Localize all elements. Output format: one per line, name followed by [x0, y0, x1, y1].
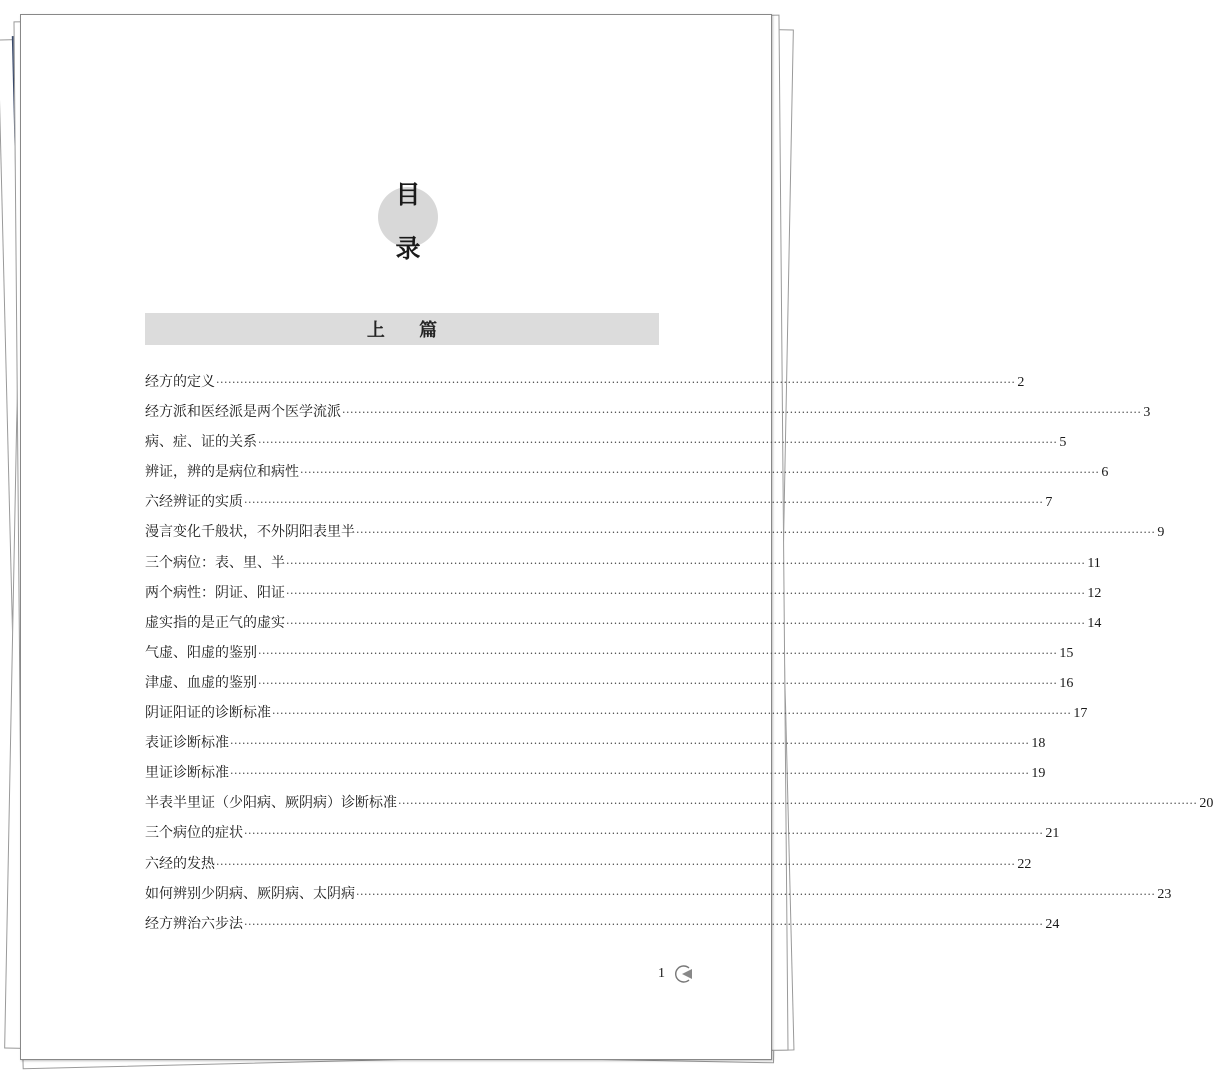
toc-leader-dots: ········································································································································································································ — [356, 887, 1156, 901]
toc-entry-page: 16 — [1059, 675, 1074, 691]
toc-entry[interactable] — [145, 578, 1102, 608]
toc-entry-page: 9 — [1157, 525, 1165, 541]
toc-entry[interactable] — [145, 548, 1101, 578]
toc-entry-title: 经方派和医经派是两个医学流派 — [145, 404, 341, 421]
toc-entry-page: 5 — [1059, 435, 1067, 451]
toc-page — [20, 14, 1213, 1060]
toc-entry-page: 11 — [1087, 555, 1101, 571]
toc-entry-page: 3 — [1143, 405, 1151, 421]
toc-entry-page: 15 — [1059, 645, 1074, 661]
toc-entry-title: 病、症、证的关系 — [145, 434, 257, 451]
part-heading-label: 上 篇 — [366, 320, 452, 341]
toc-entry-page: 21 — [1045, 826, 1060, 842]
toc-entry[interactable] — [145, 909, 1060, 939]
toc-leader-dots: ········································································································································································································ — [398, 797, 1198, 811]
toc-entry-page: 2 — [1017, 375, 1025, 390]
toc-entry[interactable] — [145, 397, 1151, 427]
toc-leader-dots: ········································································································································································································ — [258, 436, 1058, 450]
toc-entry-title: 经方的定义 — [145, 374, 215, 390]
toc-entry-page: 7 — [1045, 495, 1053, 511]
toc-leader-dots: ········································································································································································································ — [258, 676, 1058, 690]
toc-leader-dots: ········································································································································································································ — [230, 737, 1030, 751]
toc-entry[interactable] — [145, 758, 1046, 788]
toc-leader-dots: ········································································································································································································ — [244, 917, 1044, 931]
toc-entry-title: 三个病位的症状 — [145, 825, 243, 842]
toc-leader-dots: ········································································································································································································ — [356, 526, 1156, 540]
toc-entry-title: 气虚、阳虚的鉴别 — [145, 644, 257, 661]
toc-entry-page: 12 — [1087, 585, 1102, 601]
toc-entry-title: 阴证阳证的诊断标准 — [145, 705, 271, 722]
toc-entry-title: 三个病位：表、里、半 — [145, 554, 285, 571]
toc-entry-title: 六经的发热 — [145, 855, 215, 872]
toc-entry[interactable] — [145, 668, 1074, 698]
toc-entry-title: 虚实指的是正气的虚实 — [145, 614, 285, 631]
toc-entry[interactable] — [145, 367, 1025, 397]
toc-entry-title: 里证诊断标准 — [145, 765, 229, 782]
page-title — [376, 173, 440, 265]
toc-entry[interactable] — [145, 457, 1109, 487]
page-turn-arrow-icon — [673, 963, 695, 985]
page-title-char-2: 录 — [395, 234, 421, 263]
toc-entry-title: 两个病性：阴证、阳证 — [145, 584, 285, 601]
toc-entry[interactable] — [145, 818, 1060, 848]
toc-entry-title: 如何辨别少阴病、厥阴病、太阴病 — [145, 885, 355, 902]
toc-entry-page: 22 — [1017, 856, 1032, 872]
toc-entry[interactable] — [145, 728, 1046, 758]
toc-entry-title: 六经辨证的实质 — [145, 494, 243, 511]
toc-entry-page: 19 — [1031, 766, 1046, 782]
toc-leader-dots: ········································································································································································································ — [342, 406, 1142, 420]
toc-entry[interactable] — [145, 698, 1088, 728]
toc-leader-dots: ········································································································································································································ — [286, 586, 1086, 600]
toc-leader-dots: ········································································································································································································ — [286, 556, 1086, 570]
toc-entry-title: 经方辨治六步法 — [145, 915, 243, 932]
toc-entry-page: 18 — [1031, 736, 1046, 752]
toc-leader-dots: ········································································································································································································ — [216, 857, 1016, 871]
toc-entry[interactable] — [145, 879, 1172, 909]
toc-leader-dots: ········································································································································································································ — [244, 827, 1044, 841]
toc-entry-title: 半表半里证（少阳病、厥阴病）诊断标准 — [145, 795, 397, 812]
toc-entry[interactable] — [145, 608, 1102, 638]
toc-entry-page: 23 — [1157, 886, 1172, 902]
toc-entry[interactable] — [145, 788, 1213, 818]
toc-entry-page: 14 — [1087, 615, 1102, 631]
toc-entry[interactable] — [145, 427, 1067, 457]
toc-leader-dots: ········································································································································································································ — [230, 767, 1030, 781]
page-folio — [658, 963, 695, 985]
toc-leader-dots: ········································································································································································································ — [244, 496, 1044, 510]
toc-entry[interactable] — [145, 517, 1165, 547]
toc-entry[interactable] — [145, 849, 1032, 879]
toc-entry-title: 津虚、血虚的鉴别 — [145, 674, 257, 691]
toc-leader-dots: ········································································································································································································ — [300, 466, 1100, 480]
part-heading-bar — [145, 313, 659, 345]
toc-list — [145, 367, 1213, 939]
toc-leader-dots: ········································································································································································································ — [272, 707, 1072, 721]
page-number: 1 — [658, 966, 665, 981]
toc-entry-page: 24 — [1045, 916, 1060, 932]
toc-leader-dots: ········································································································································································································ — [216, 376, 1016, 389]
toc-entry[interactable] — [145, 638, 1074, 668]
toc-entry-page: 20 — [1199, 796, 1213, 812]
toc-leader-dots: ········································································································································································································ — [286, 616, 1086, 630]
toc-entry-page: 17 — [1073, 706, 1088, 722]
toc-entry-title: 漫言变化千般状，不外阴阳表里半 — [145, 524, 355, 541]
toc-entry-title: 辨证，辨的是病位和病性 — [145, 464, 299, 481]
toc-leader-dots: ········································································································································································································ — [258, 646, 1058, 660]
toc-entry-title: 表证诊断标准 — [145, 735, 229, 752]
page-title-char-1: 目 — [395, 180, 421, 209]
toc-entry[interactable] — [145, 487, 1053, 517]
toc-entry-page: 6 — [1101, 465, 1109, 481]
